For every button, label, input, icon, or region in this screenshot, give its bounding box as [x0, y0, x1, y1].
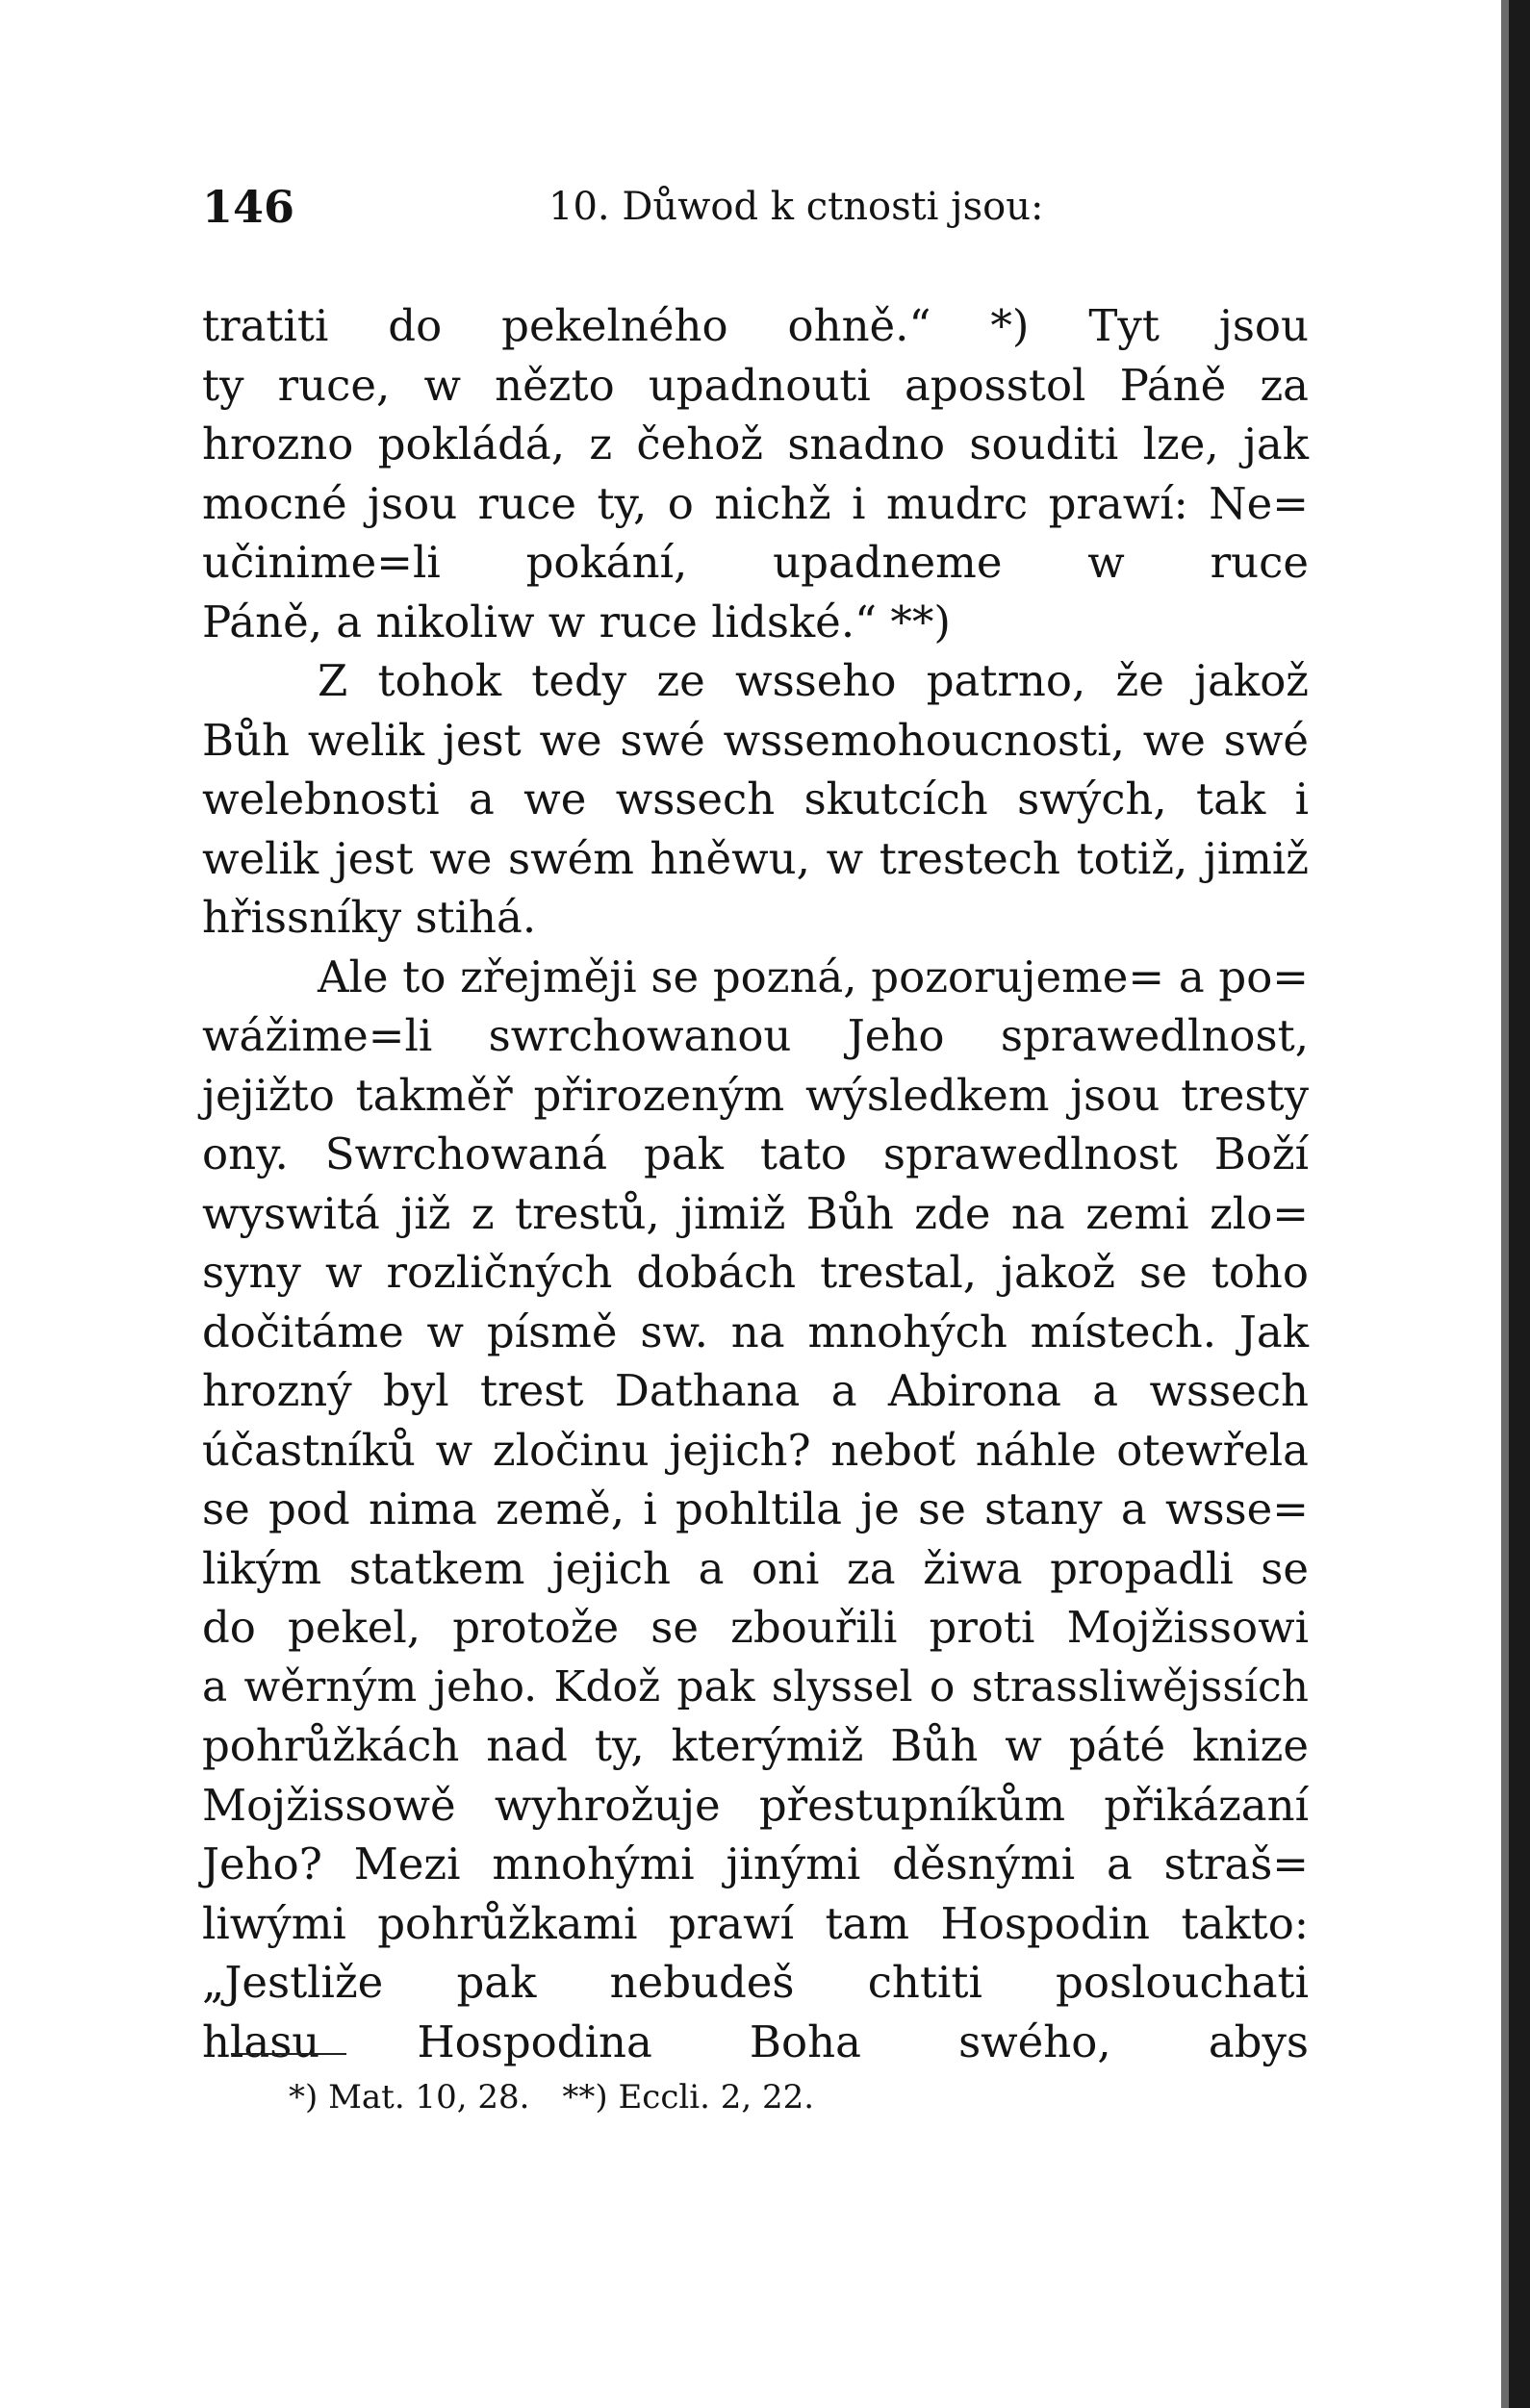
text-line: jejižto takměř přirozeným wýsledkem jsou tresty: [202, 1069, 1309, 1121]
text-line: ony. Swrchowaná pak tato sprawedlnost Boží: [202, 1128, 1309, 1179]
text-line: se pod nima země, i pohltila je se stany a wsse=: [202, 1483, 1309, 1534]
text-line: účastníků w zločinu jejich? neboť náhle otewřela: [202, 1424, 1309, 1476]
text-line: syny w rozličných dobách trestal, jakož se toho: [202, 1247, 1309, 1298]
text-line: Mojžissowě wyhrožuje přestupníkům přikázaní: [202, 1779, 1309, 1831]
text-line: hrozný byl trest Dathana a Abirona a wssech: [202, 1365, 1309, 1416]
footnote-2: **) Eccli. 2, 22.: [562, 2078, 815, 2117]
footnote-1: *) Mat. 10, 28.: [289, 2078, 530, 2117]
binding-shadow: [1501, 0, 1509, 2408]
text-line: mocné jsou ruce ty, o nichž i mudrc prawí: Ne=: [202, 477, 1309, 529]
text-line: wyswitá již z trestů, jimiž Bůh zde na zemi zlo=: [202, 1187, 1309, 1239]
text-line: Bůh welik jest we swé wssemohoucnosti, we swé: [202, 714, 1309, 766]
footnotes: [289, 2078, 814, 2117]
book-binding-edge: [1509, 0, 1530, 2408]
text-line: a wěrným jeho. Kdož pak slyssel o strassliwějssích: [202, 1661, 1309, 1711]
footnote-divider: [231, 2053, 346, 2055]
text-line: tratiti do pekelného ohně.“ *) Tyt jsou: [202, 300, 1309, 351]
text-line: wážime=li swrchowanou Jeho sprawedlnost,: [202, 1010, 1309, 1061]
text-line: Páně, a nikoliw w ruce lidské.“ **): [202, 596, 951, 647]
text-line: hrozno pokládá, z čehož snadno souditi lze, jak: [202, 418, 1309, 469]
running-head: [202, 181, 1318, 239]
body-text: [202, 296, 1309, 2071]
page-number: 146: [202, 181, 295, 233]
text-line: dočitáme w písmě sw. na mnohých místech. Jak: [202, 1305, 1309, 1357]
text-line: pohrůžkách nad ty, kterýmiž Bůh w páté knize: [202, 1720, 1309, 1771]
text-line: Ale to zřejměji se pozná, pozorujeme= a po=: [318, 951, 1309, 1002]
text-line: „Jestliže pak nebudeš chtiti poslouchati: [202, 1957, 1309, 2008]
text-line: liwými pohrůžkami prawí tam Hospodin takto:: [202, 1897, 1309, 1949]
text-line: do pekel, protože se zbouřili proti Mojžissowi: [202, 1602, 1309, 1653]
text-line: Jeho? Mezi mnohými jinými děsnými a straš=: [202, 1838, 1309, 1889]
text-line: welik jest we swém hněwu, w trestech totiž, jimiž: [202, 832, 1309, 884]
text-line: likým statkem jejich a oni za žiwa propadli se: [202, 1542, 1309, 1594]
text-line: welebnosti a we wssech skutcích swých, tak i: [202, 773, 1309, 824]
running-title: 10. Důwod k ctnosti jsou:: [548, 185, 1044, 229]
text-line: ty ruce, w nězto upadnouti aposstol Páně za: [202, 359, 1309, 411]
text-line: hřissníky stihá.: [202, 892, 537, 943]
text-line: Z tohok tedy ze wsseho patrno, že jakož: [318, 655, 1309, 706]
text-line: hlasu Hospodina Boha swého, abys: [202, 2015, 1309, 2067]
text-line: učinime=li pokání, upadneme w ruce: [202, 537, 1309, 588]
